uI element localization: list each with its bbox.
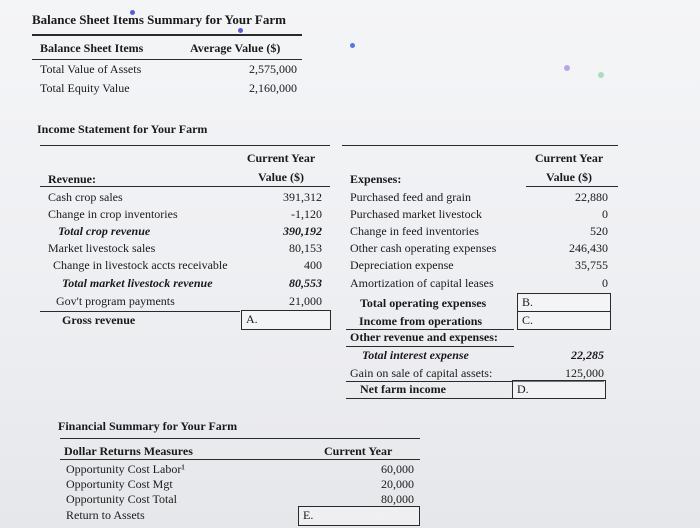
balance-row-label: Total Value of Assets xyxy=(40,62,142,76)
revenue-value: 80,553 xyxy=(289,276,322,290)
interest-expense-label: Total interest expense xyxy=(362,348,469,362)
financial-title: Financial Summary for Your Farm xyxy=(58,419,238,433)
revenue-value: 80,153 xyxy=(289,241,322,255)
photo-speck xyxy=(598,72,604,78)
financial-row-value: 20,000 xyxy=(381,477,414,491)
expense-col-header: Current Year xyxy=(534,151,604,165)
revenue-value: 391,312 xyxy=(283,190,322,204)
expense-value: 35,755 xyxy=(575,258,608,272)
divider xyxy=(526,186,618,187)
balance-title: Balance Sheet Items Summary for Your Farm xyxy=(32,12,286,27)
financial-row-label: Return to Assets xyxy=(66,508,145,522)
revenue-label: Total crop revenue xyxy=(58,224,151,238)
expense-label: Amortization of capital leases xyxy=(350,276,494,290)
balance-row-label: Total Equity Value xyxy=(40,81,130,95)
financial-row-label: Opportunity Cost Total xyxy=(66,492,177,506)
income-from-operations-label: Income from operations xyxy=(359,314,483,328)
expense-label: Change in feed inventories xyxy=(350,224,479,238)
revenue-value: -1,120 xyxy=(291,207,322,221)
financial-col-measures: Dollar Returns Measures xyxy=(64,444,193,458)
net-farm-income-answer-box[interactable]: D. xyxy=(512,380,606,399)
total-operating-expenses-label: Total operating expenses xyxy=(360,296,487,310)
revenue-value: 400 xyxy=(304,258,322,272)
gain-capital-assets-label: Gain on sale of capital assets: xyxy=(350,366,493,380)
revenue-label: Market livestock sales xyxy=(48,241,156,255)
income-title: Income Statement for Your Farm xyxy=(37,122,208,136)
balance-row-value: 2,160,000 xyxy=(249,81,297,95)
return-to-assets-answer-box[interactable]: E. xyxy=(298,506,420,526)
divider xyxy=(40,145,330,146)
interest-expense-value: 22,285 xyxy=(571,348,604,362)
other-revenue-header: Other revenue and expenses: xyxy=(350,330,498,344)
financial-row-label: Opportunity Cost Labor¹ xyxy=(66,462,185,476)
divider xyxy=(346,398,514,399)
total-operating-expenses-answer-box[interactable]: B. xyxy=(517,293,611,312)
photo-speck xyxy=(238,28,243,33)
photo-speck xyxy=(350,43,355,48)
divider xyxy=(32,34,302,36)
revenue-value: 390,192 xyxy=(283,224,322,238)
revenue-label: Gov't program payments xyxy=(56,294,175,308)
expense-label: Other cash operating expenses xyxy=(350,241,497,255)
financial-row-value: 60,000 xyxy=(381,462,414,476)
balance-col-items: Balance Sheet Items xyxy=(40,41,144,55)
gross-revenue-answer-box[interactable]: A. xyxy=(241,310,331,330)
income-from-operations-answer-box[interactable]: C. xyxy=(517,311,611,330)
photo-speck xyxy=(564,65,570,71)
revenue-value: 21,000 xyxy=(289,294,322,308)
expense-label: Purchased feed and grain xyxy=(350,190,471,204)
revenue-label: Change in crop inventories xyxy=(48,207,178,221)
divider xyxy=(342,145,618,146)
divider xyxy=(40,311,240,312)
financial-row-value: 80,000 xyxy=(381,492,414,506)
expense-value: 0 xyxy=(602,207,608,221)
gain-capital-assets-value: 125,000 xyxy=(565,366,604,380)
revenue-label: Cash crop sales xyxy=(48,190,123,204)
divider xyxy=(346,346,514,347)
expenses-header: Expenses: xyxy=(350,172,402,186)
financial-row-label: Opportunity Cost Mgt xyxy=(66,477,173,491)
expense-value: 0 xyxy=(602,276,608,290)
gross-revenue-label: Gross revenue xyxy=(62,313,136,327)
financial-col-current: Current Year xyxy=(324,444,393,458)
expense-value: 246,430 xyxy=(569,241,608,255)
expense-col-header: Value ($) xyxy=(546,170,592,184)
net-farm-income-label: Net farm income xyxy=(360,382,446,396)
divider xyxy=(32,59,302,60)
balance-col-value: Average Value ($) xyxy=(190,41,281,55)
expense-value: 520 xyxy=(590,224,608,238)
revenue-label: Total market livestock revenue xyxy=(62,276,213,290)
divider xyxy=(60,459,420,460)
expense-value: 22,880 xyxy=(575,190,608,204)
balance-row-value: 2,575,000 xyxy=(249,62,297,76)
expense-label: Depreciation expense xyxy=(350,258,454,272)
income-col-header: Current Year xyxy=(246,151,316,165)
income-col-header: Value ($) xyxy=(258,170,304,184)
expense-label: Purchased market livestock xyxy=(350,207,482,221)
divider xyxy=(60,438,420,439)
revenue-label: Change in livestock accts receivable xyxy=(53,258,228,272)
revenue-header: Revenue: xyxy=(48,172,96,186)
